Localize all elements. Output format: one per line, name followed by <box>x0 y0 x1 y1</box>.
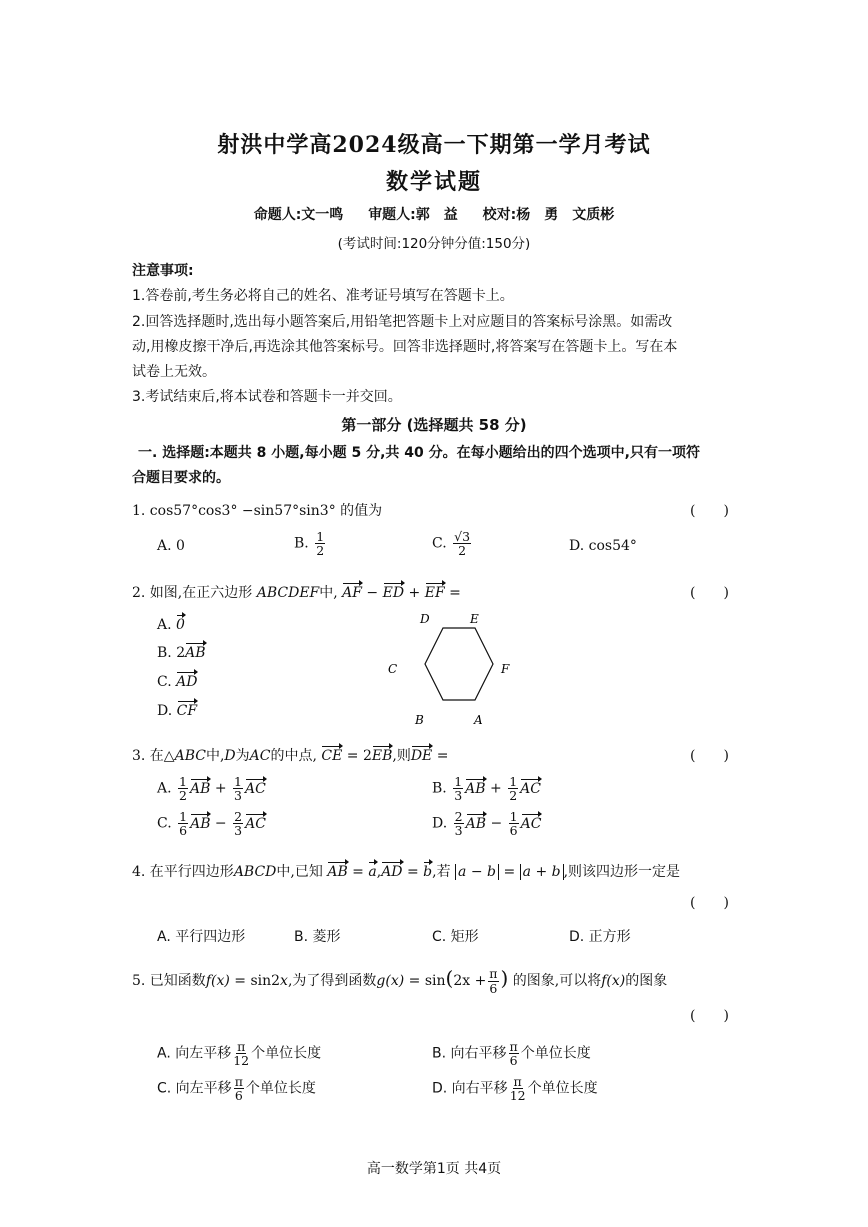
q3-option-d: D. $\frac{2}{3}$ AB − $\frac{1}{6}$ AC <box>432 809 542 839</box>
section-instructions-cont: 合题目要求的。 <box>132 470 230 486</box>
author-proofreader: 校对:杨 勇 文质彬 <box>482 207 615 223</box>
q5-option-d: D. 向右平移 $\frac{\pi}{12}$ 个单位长度 <box>432 1074 598 1104</box>
q4-option-c: C. 矩形 <box>432 929 479 945</box>
hexagon-shape <box>425 628 493 700</box>
q3-option-c: C. $\frac{1}{6}$ AB − $\frac{2}{3}$ AC <box>157 809 266 839</box>
q1-option-b <box>294 530 327 557</box>
q5-answer-bracket: ( ) <box>690 1008 729 1024</box>
q5-option-a: A. 向左平移 $\frac{\pi}{12}$ 个单位长度 <box>157 1039 322 1069</box>
author-reviewer: 审题人:郭 益 <box>368 207 458 223</box>
notice-line: 试卷上无效。 <box>132 364 216 380</box>
hexagon-figure <box>380 608 520 733</box>
vertex-label-a: A <box>474 713 483 727</box>
part-title: 第一部分 (选择题共 58 分) <box>341 416 527 434</box>
q1-option-a: A. 0 <box>157 538 185 554</box>
notice-title: 注意事项: <box>132 263 194 279</box>
vertex-label-e: E <box>470 612 479 626</box>
q5-option-b: B. 向右平移 $\frac{\pi}{6}$ 个单位长度 <box>432 1039 591 1069</box>
notice-line: 3.考试结束后,将本试卷和答题卡一并交回。 <box>132 389 402 405</box>
q3-stem: 3. 在△ABC中,D为AC的中点, CE = 2EB,则DE = <box>132 748 449 764</box>
subject-title: 数学试题 <box>385 169 482 195</box>
exam-title: 射洪中学高2024级高一下期第一学月考试 <box>217 132 651 158</box>
q2-stem: 2. 如图,在正六边形 ABCDEF中, AF − ED + EF = <box>132 585 461 601</box>
page-footer: 高一数学第1页 共4页 <box>366 1161 502 1177</box>
q1-stem: 1. cos57°cos3° −sin57°sin3° 的值为 <box>132 503 383 519</box>
q2-option-b: B. 2AB <box>157 645 206 661</box>
notice-line: 1.答卷前,考生务必将自己的姓名、准考证号填写在答题卡上。 <box>132 288 514 304</box>
q1-option-c <box>432 530 473 557</box>
q4-option-d: D. 正方形 <box>569 929 631 945</box>
q4-answer-bracket: ( ) <box>690 895 729 911</box>
q3-option-b: B. $\frac{1}{3}$ AB + $\frac{1}{2}$ AC <box>432 774 541 804</box>
author-setter: 命题人:文一鸣 <box>253 207 344 223</box>
vertex-label-d: D <box>420 612 430 626</box>
option-label: C. <box>432 535 447 552</box>
vertex-label-c: C <box>388 662 398 676</box>
fraction: $\frac{√3}{2}$ <box>454 529 471 559</box>
notice-line: 2.回答选择题时,选出每小题答案后,用铅笔把答题卡上对应题目的答案标号涂黑。如需改 <box>132 314 673 330</box>
q2-option-c: C. AD <box>157 674 198 690</box>
q2-option-d: D. CF <box>157 703 198 719</box>
q2-option-a: A. 0 <box>157 617 185 633</box>
vertex-label-f: F <box>501 662 510 676</box>
q4-option-b: B. 菱形 <box>294 929 341 945</box>
q1-answer-bracket: ( ) <box>690 503 729 519</box>
notice-line: 动,用橡皮擦干净后,再选涂其他答案标号。回答非选择题时,将答案写在答题卡上。写在本 <box>132 339 678 355</box>
vertex-label-b: B <box>415 713 424 727</box>
q5-stem: 5. 已知函数f(x) = sin2x,为了得到函数g(x) = sin(2x + $\frac{\pi}{6}$ ) 的图象,可以将f(x)的图象 <box>132 966 668 996</box>
section-instructions: 一. 选择题:本题共 8 小题,每小题 5 分,共 40 分。在每小题给出的四个选项中,只有一项符 <box>138 445 700 461</box>
q1-option-d: D. cos54° <box>569 538 637 554</box>
q3-answer-bracket: ( ) <box>690 748 729 764</box>
q3-option-a: A. $\frac{1}{2}$ AB + $\frac{1}{3}$ AC <box>157 774 266 804</box>
fraction: $\frac{1}{2}$ <box>316 529 325 559</box>
q2-answer-bracket: ( ) <box>690 585 729 601</box>
authors-line <box>0 204 868 224</box>
time-info: (考试时间:120分钟分值:150分) <box>337 236 531 252</box>
q5-option-c: C. 向左平移 $\frac{\pi}{6}$ 个单位长度 <box>157 1074 316 1104</box>
q4-stem: 4. 在平行四边形ABCD中,已知 AB = a,AD = b,若 a − b = a + b ,则该四边形一定是 <box>132 864 681 880</box>
option-label: B. <box>294 535 309 552</box>
q4-option-a: A. 平行四边形 <box>157 929 246 945</box>
